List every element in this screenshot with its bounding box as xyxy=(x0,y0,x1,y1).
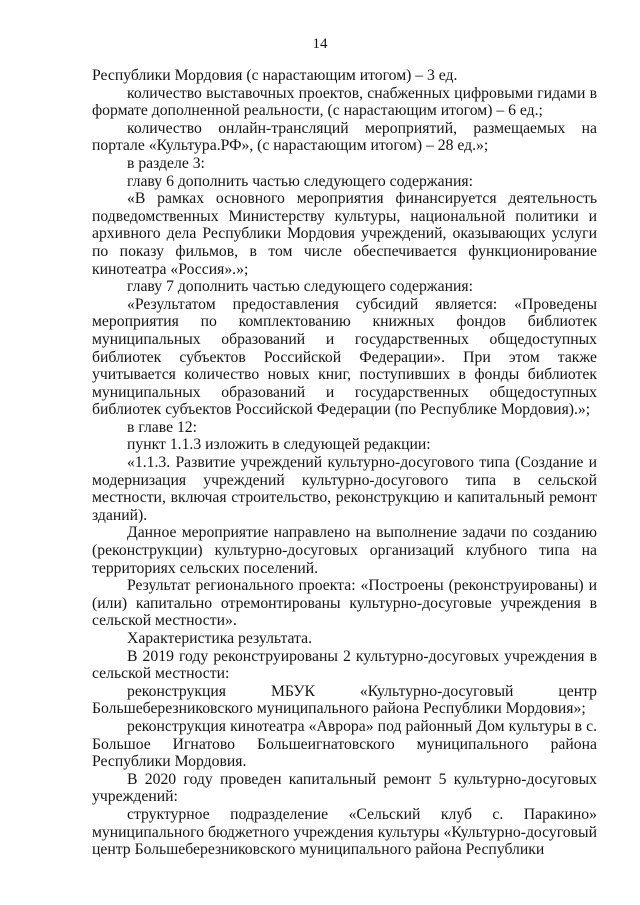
paragraph: главу 6 дополнить частью следующего содержания: xyxy=(127,172,473,190)
paragraph: количество выставочных проектов, снабженных цифровыми гидами в формате дополненной реальности, (с нарастающим итогом) – 6 ед.; xyxy=(92,84,597,120)
paragraph: главу 7 дополнить частью следующего содержания: xyxy=(127,278,473,296)
paragraph: «В рамках основного мероприятия финансируется деятельность подведомственных Министерству культуры, национальной политики и архивного дела Республики Мордовия учреждений, оказывающих услуги по показу фильмов, в том числе обеспечивается функционирование кинотеатра «Россия».»; xyxy=(92,190,597,278)
paragraph: Характеристика результата. xyxy=(127,630,312,647)
paragraph: В 2020 году проведен капитальный ремонт 5 культурно-досуговых учреждений: xyxy=(92,770,597,806)
paragraph: количество онлайн-трансляций мероприятий, размещаемых на портале «Культура.РФ», (с нарастающим итогом) – 28 ед.»; xyxy=(92,119,597,155)
paragraph: Результат регионального проекта: «Построены (реконструированы) и (или) капитально отремонтированы культурно-досуговые учреждения в сельской местности». xyxy=(92,577,597,630)
paragraph: в главе 12: xyxy=(127,418,198,436)
paragraph: В 2019 году реконструированы 2 культурно-досуговых учреждения в сельской местности: xyxy=(92,647,597,683)
paragraph: Республики Мордовия (с нарастающим итогом) – 3 ед. xyxy=(92,67,458,84)
paragraph: «Результатом предоставления субсидий является: «Проведены мероприятия по комплектованию книжных фондов библиотек муниципальных образований и государственных общедоступных библиотек субъектов Российской Федерации». При этом также учитывается количество новых книг, поступивших в фонды библиотек муниципальных образований и государственных общедоступных библиотек субъектов Российской Федерации (по Республике Мордовия).»; xyxy=(92,295,597,419)
paragraph: пункт 1.1.3 изложить в следующей редакции: xyxy=(127,436,431,454)
document-body xyxy=(92,67,597,859)
page-number: 14 xyxy=(312,36,328,52)
paragraph: «1.1.3. Развитие учреждений культурно-досугового типа (Создание и модернизация учреждений культурно-досугового типа в сельской местности, включая строительство, реконструкцию и капитальный ремонт зданий). xyxy=(92,454,597,524)
paragraph: Данное мероприятие направлено на выполнение задачи по созданию (реконструкции) культурно-досуговых организаций клубного типа на территориях сельских поселений. xyxy=(92,524,597,577)
paragraph: в разделе 3: xyxy=(127,154,205,172)
paragraph: структурное подразделение «Сельский клуб с. Паракино» муниципального бюджетного учреждения культуры «Культурно-досуговый центр Большеберезниковского муниципального района Республики xyxy=(92,805,597,859)
paragraph: реконструкция МБУК «Культурно-досуговый центр Большеберезниковского муниципального района Республики Мордовия»; xyxy=(92,682,597,718)
paragraph: реконструкция кинотеатра «Аврора» под районный Дом культуры в с. Большое Игнатово Большеигнатовского муниципального района Республики Мордовия. xyxy=(92,717,597,771)
